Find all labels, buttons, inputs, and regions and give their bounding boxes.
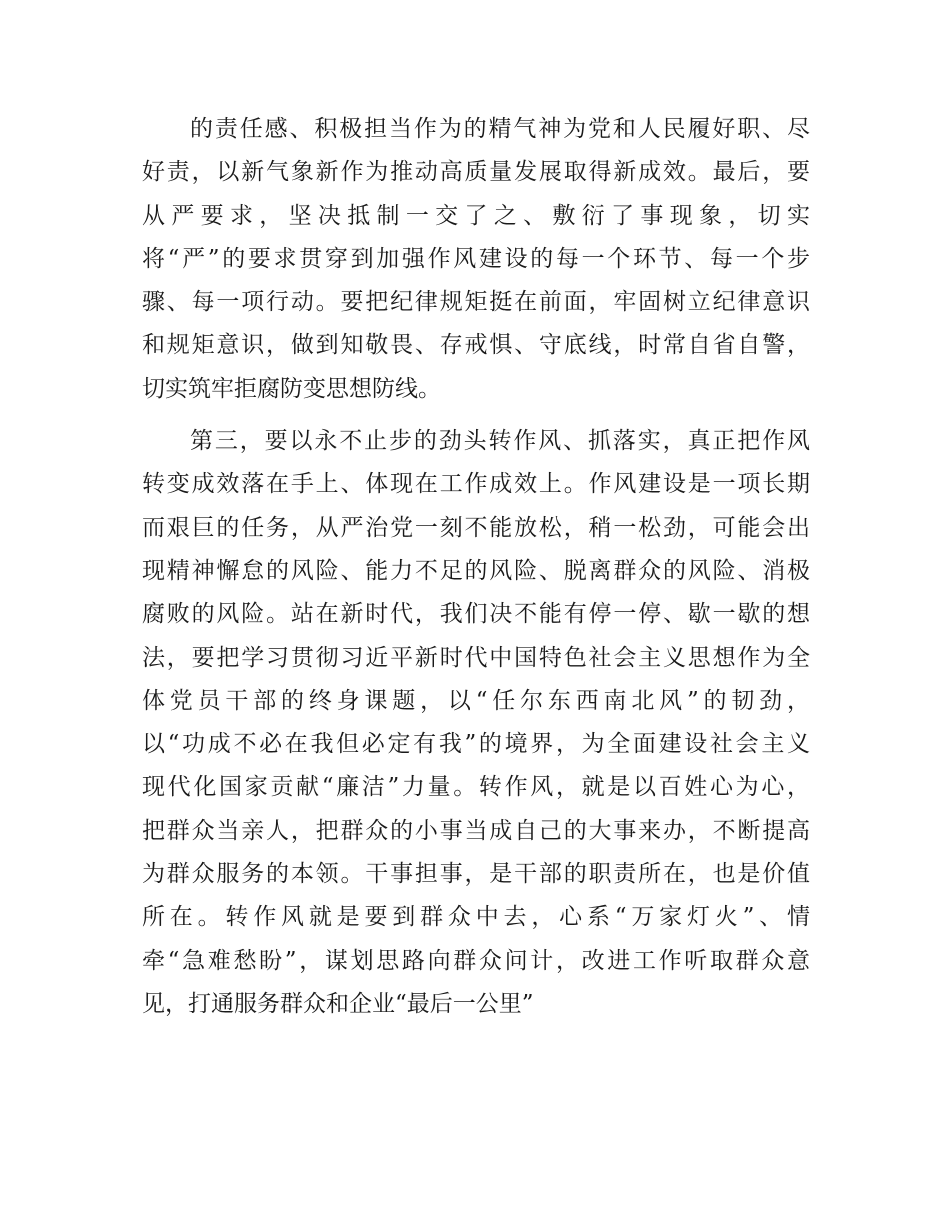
text-line: 现精神懈怠的风险、能力不足的风险、脱离群众的风险、消极 (142, 557, 810, 584)
text-line: 法，要把学习贯彻习近平新时代中国特色社会主义思想作为全 (142, 644, 810, 671)
paragraph-1 (142, 108, 810, 411)
text-line: 第三，要以永不止步的劲头转作风、抓落实，真正把作风 (190, 428, 810, 455)
text-line: 现代化国家贡献“廉洁”力量。转作风，就是以百姓心为心， (142, 774, 810, 801)
text-line: 所在。转作风就是要到群众中去，心系“万家灯火”、情 (142, 904, 810, 931)
text-line: 为群众服务的本领。干事担事，是干部的职责所在，也是价值 (142, 861, 810, 888)
text-line: 的责任感、积极担当作为的精气神为党和人民履好职、尽 (190, 116, 810, 142)
text-line: 以“功成不必在我但必定有我”的境界，为全面建设社会主义 (142, 731, 810, 758)
text-line: 和规矩意识，做到知敬畏、存戒惧、守底线，时常自省自警， (142, 332, 810, 359)
text-line: 把群众当亲人，把群众的小事当成自己的大事来办，不断提高 (142, 817, 810, 844)
text-line: 将“严”的要求贯穿到加强作风建设的每一个环节、每一个步 (142, 245, 810, 272)
text-line: 转变成效落在手上、体现在工作成效上。作风建设是一项长期 (142, 471, 810, 498)
text-line: 好责，以新气象新作为推动高质量发展取得新成效。最后，要 (142, 159, 810, 186)
document-body (142, 108, 810, 1026)
text-line: 体党员干部的终身课题，以“任尔东西南北风”的韧劲， (142, 687, 810, 714)
text-line: 牵“急难愁盼”，谋划思路向群众问计，改进工作听取群众意 (142, 947, 810, 974)
text-line: 从严要求，坚决抵制一交了之、敷衍了事现象，切实 (142, 202, 810, 229)
text-line: 切实筑牢拒腐防变思想防线。 (142, 375, 441, 402)
text-line: 腐败的风险。站在新时代，我们决不能有停一停、歇一歇的想 (142, 601, 810, 628)
text-line: 骤、每一项行动。要把纪律规矩挺在前面，牢固树立纪律意识 (142, 289, 810, 316)
text-line: 见，打通服务群众和企业“最后一公里” (142, 990, 534, 1017)
text-line: 而艰巨的任务，从严治党一刻不能放松，稍一松劲，可能会出 (142, 514, 810, 541)
paragraph-spacer (142, 411, 810, 420)
paragraph-2 (142, 420, 810, 1026)
